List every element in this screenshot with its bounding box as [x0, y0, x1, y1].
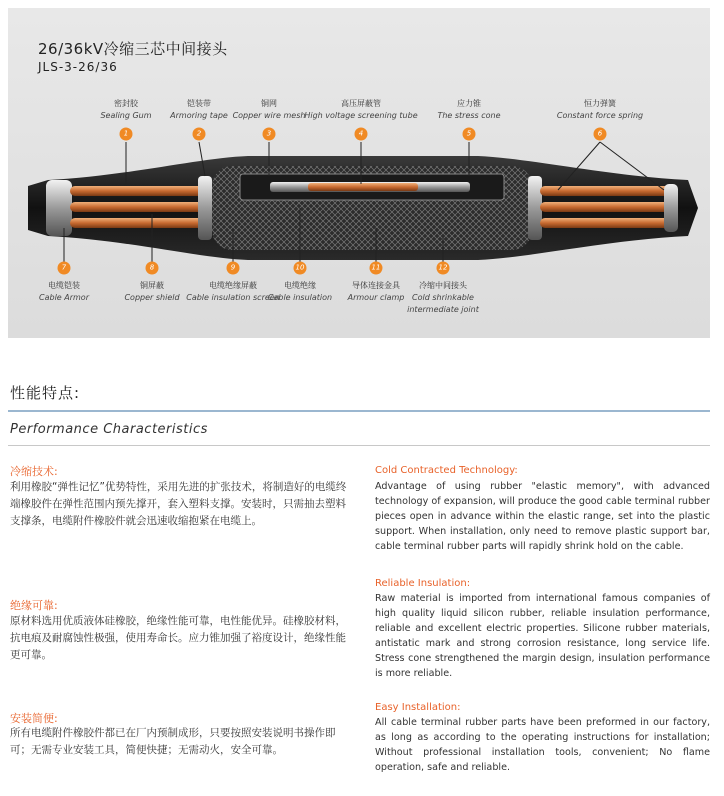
callout-3: 3: [263, 128, 276, 141]
section-divider: [8, 410, 710, 412]
armoring-tape-ring: [198, 176, 212, 240]
core-right-1: [540, 186, 670, 196]
cable-armor-left: [46, 180, 72, 236]
callout-4: 4: [355, 128, 368, 141]
product-diagram-panel: [8, 8, 710, 338]
label-sealing-gum: 密封胶 Sealing Gum: [100, 99, 152, 120]
feature-text-en: Advantage of using rubber "elastic memory", with advanced technology of expansion, will produce the good cable terminal rubber pieces open in advance within the elastic range, set into the plastic support. When installation, only need to remove plastic support bar, cable terminal rubber parts will rapidly shrink hold on the cable.: [375, 481, 710, 552]
label-cold-shrinkable-joint: 冷缩中间接头 Cold shrinkable intermediate joint: [407, 281, 479, 314]
callout-12: 12: [437, 262, 450, 275]
core-left-3: [70, 218, 205, 228]
section-title-en: Performance Characteristics: [10, 422, 208, 437]
cable-armor-right: [664, 184, 678, 232]
product-model: JLS-3-26/36: [38, 60, 118, 74]
callout-11: 11: [370, 262, 383, 275]
label-cable-armor: 电缆铠装 Cable Armor: [39, 281, 89, 302]
armoring-ring-right: [528, 176, 542, 240]
core-left-1: [70, 186, 205, 196]
label-copper-wire-mesh: 铜网 Copper wire mesh: [232, 99, 306, 120]
callout-9: 9: [227, 262, 240, 275]
core-right-2: [540, 202, 670, 212]
callout-2: 2: [193, 128, 206, 141]
label-stress-cone: 应力锥 The stress cone: [437, 99, 501, 120]
label-copper-shield: 铜屏蔽 Copper shield: [124, 281, 180, 302]
label-screening-tube: 高压屏蔽管 High voltage screening tube: [304, 99, 418, 120]
feature-text-zh: 利用橡胶“弹性记忆”优势特性，采用先进的扩张技术，将制造好的电缆终端橡胶件在弹性范围内预先撑开，套入塑料支撑。安装时，只需抽去塑料支撑条，电缆附件橡胶件就会迅速收缩抱紧在电缆上。: [10, 481, 347, 527]
label-armoring-tape: 铠装带 Armoring tape: [170, 99, 228, 120]
callout-8: 8: [146, 262, 159, 275]
callout-10: 10: [294, 262, 307, 275]
callout-7: 7: [58, 262, 71, 275]
feature-heading-en: Easy Installation:: [375, 702, 461, 713]
feature-heading-en: Reliable Insulation:: [375, 578, 471, 589]
core-right-3: [540, 218, 670, 228]
callout-5: 5: [463, 128, 476, 141]
callout-1: 1: [120, 128, 133, 141]
feature-text-zh: 所有电缆附件橡胶件都已在厂内预制成形，只要按照安装说明书操作即可；无需专业安装工具，简便快捷；无需动火，安全可靠。: [10, 727, 336, 756]
label-constant-force-spring: 恒力弹簧 Constant force spring: [556, 99, 644, 120]
feature-text-en: Raw material is imported from international famous companies of high quality liquid silicon rubber, reliable insulation performance, reliable and excellent electric properties. Silicone rubber materials, antistatic mark and strong corrosion resistance, long service life. Stress cone strengthened the margin design, insulation performance is more reliable.: [375, 593, 710, 679]
label-cable-insulation-screen: 电缆绝缘屏蔽 Cable insulation screen: [186, 281, 280, 302]
product-title: 26/36kV冷缩三芯中间接头: [38, 40, 228, 58]
section-title-zh: 性能特点:: [10, 384, 81, 402]
label-armour-clamp: 导体连接金具 Armour clamp: [347, 281, 405, 302]
feature-heading-zh: 安装简便:: [10, 712, 58, 725]
feature-heading-zh: 冷缩技术:: [10, 465, 58, 478]
core-left-2: [70, 202, 205, 212]
feature-heading-en: Cold Contracted Technology:: [375, 465, 518, 476]
section-divider-thin: [8, 445, 710, 446]
label-cable-insulation: 电缆绝缘 Cable insulation: [267, 281, 333, 302]
inner-copper: [308, 183, 418, 191]
feature-text-en: All cable terminal rubber parts have been preformed in our factory, as long as according to the operating instructions for installation; Without professional installation tools, convenient; No flame operation, safe and reliable.: [375, 717, 710, 773]
callout-6: 6: [594, 128, 607, 141]
feature-text-zh: 原材料选用优质液体硅橡胶，绝缘性能可靠，电性能优异。硅橡胶材料，抗电痕及耐腐蚀性极强，使用寿命长。应力锥加强了裕度设计，绝缘性能更可靠。: [10, 615, 346, 661]
feature-heading-zh: 绝缘可靠:: [10, 599, 58, 612]
